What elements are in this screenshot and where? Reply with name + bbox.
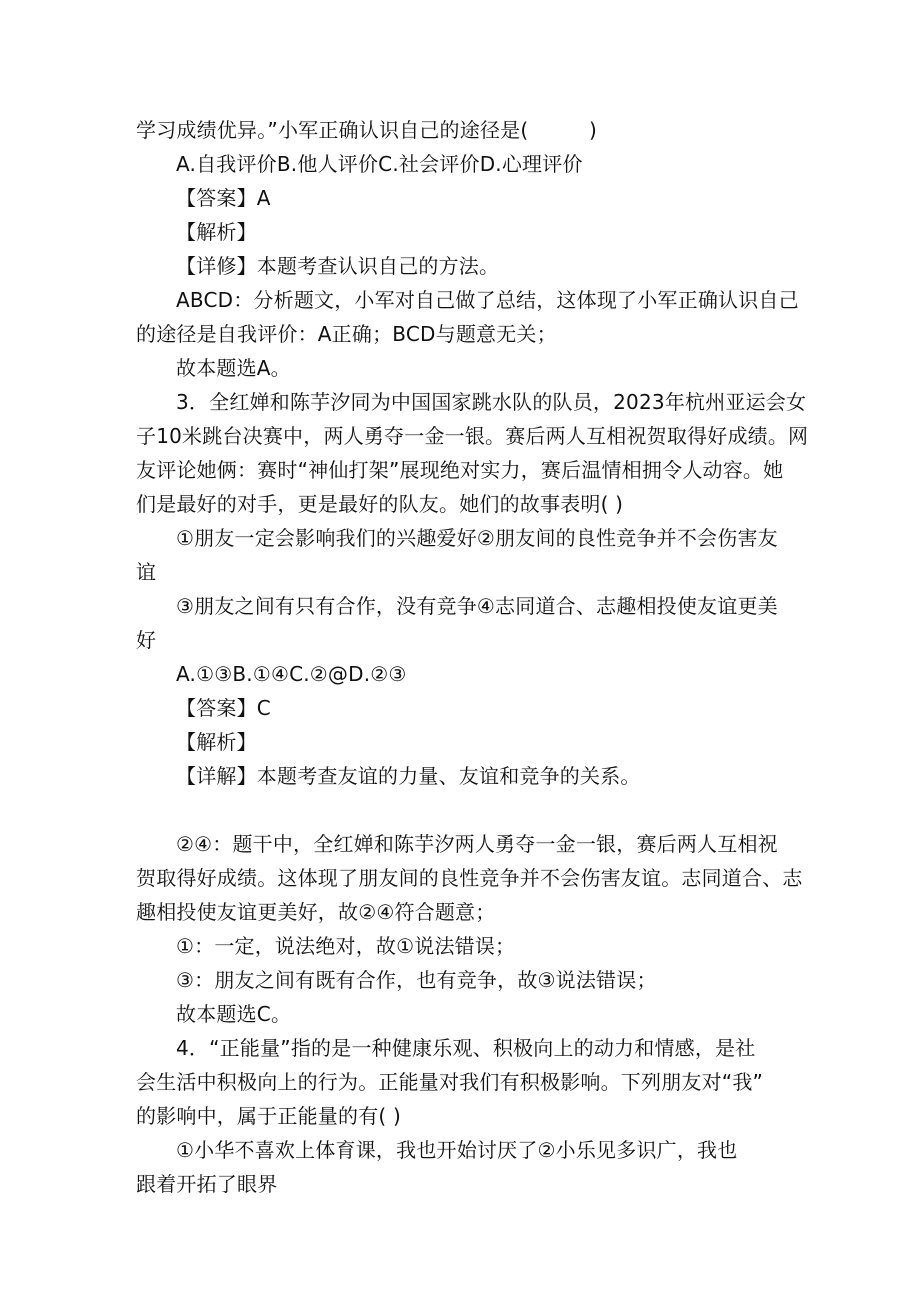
text-line: ABCD：分析题文，小军对自己做了总结，这体现了小军正确认识自己 [176, 288, 799, 312]
analysis-label: 【解析】 [176, 730, 257, 754]
text-line: 会生活中积极向上的行为。正能量对我们有积极影响。下列朋友对“我” [136, 1070, 764, 1094]
text-line: 谊 [136, 560, 157, 584]
option-line: ①朋友一定会影响我们的兴趣爱好②朋友间的良性竞争并不会伤害友 [176, 526, 778, 550]
option-line: ③朋友之间有只有合作，没有竞争④志同道合、志趣相投使友谊更美 [176, 594, 778, 618]
text-line: 贺取得好成绩。这体现了朋友间的良性竞争并不会伤害友谊。志同道合、志 [136, 866, 803, 890]
text-line: 们是最好的对手，更是最好的队友。她们的故事表明( ) [136, 492, 624, 516]
text-line: 【详解】本题考查友谊的力量、友谊和竞争的关系。 [176, 764, 641, 788]
question-3: 3．全红婵和陈芋汐同为中国国家跳水队的队员，2023年杭州亚运会女 [176, 390, 807, 414]
text-line: 跟着开拓了眼界 [136, 1172, 278, 1196]
text-line: 的途径是自我评价：A正确；BCD与题意无关； [136, 322, 557, 346]
choices-line: A.①③B.①④C.②@D.②③ [176, 662, 407, 686]
text-line: ②④：题干中，全红婵和陈芋汐两人勇夺一金一银，赛后两人互相祝 [176, 832, 778, 856]
answer-label: 【答案】C [176, 696, 271, 720]
text-line: ①：一定，说法绝对，故①说法错误； [176, 934, 516, 958]
question-4: 4．“正能量”指的是一种健康乐观、积极向上的动力和情感，是社 [176, 1036, 756, 1060]
text-line: 趣相投使友谊更美好，故②④符合题意； [136, 900, 496, 924]
text-line: ③：朋友之间有既有合作，也有竞争，故③说法错误； [176, 968, 657, 992]
analysis-label: 【解析】 [176, 220, 257, 244]
text-line: 学习成绩优异。”小军正确认识自己的途径是( ) [136, 118, 597, 142]
option-line: ①小华不喜欢上体育课，我也开始讨厌了②小乐见多识广，我也 [176, 1138, 738, 1162]
text-line: 友评论她俩：赛时“神仙打架”展现绝对实力，赛后温情相拥令人动容。她 [136, 458, 784, 482]
answer-label: 【答案】A [176, 186, 271, 210]
text-line: 故本题选A。 [176, 356, 291, 380]
text-line: 的影响中，属于正能量的有( ) [136, 1104, 401, 1128]
text-line: 故本题选C。 [176, 1002, 292, 1026]
text-line: A.自我评价B.他人评价C.社会评价D.心理评价 [176, 152, 583, 176]
text-line: 好 [136, 628, 157, 652]
text-line: 子10米跳台决赛中，两人勇夺一金一银。赛后两人互相祝贺取得好成绩。网 [136, 424, 809, 448]
text-line: 【详修】本题考查认识自己的方法。 [176, 254, 500, 278]
